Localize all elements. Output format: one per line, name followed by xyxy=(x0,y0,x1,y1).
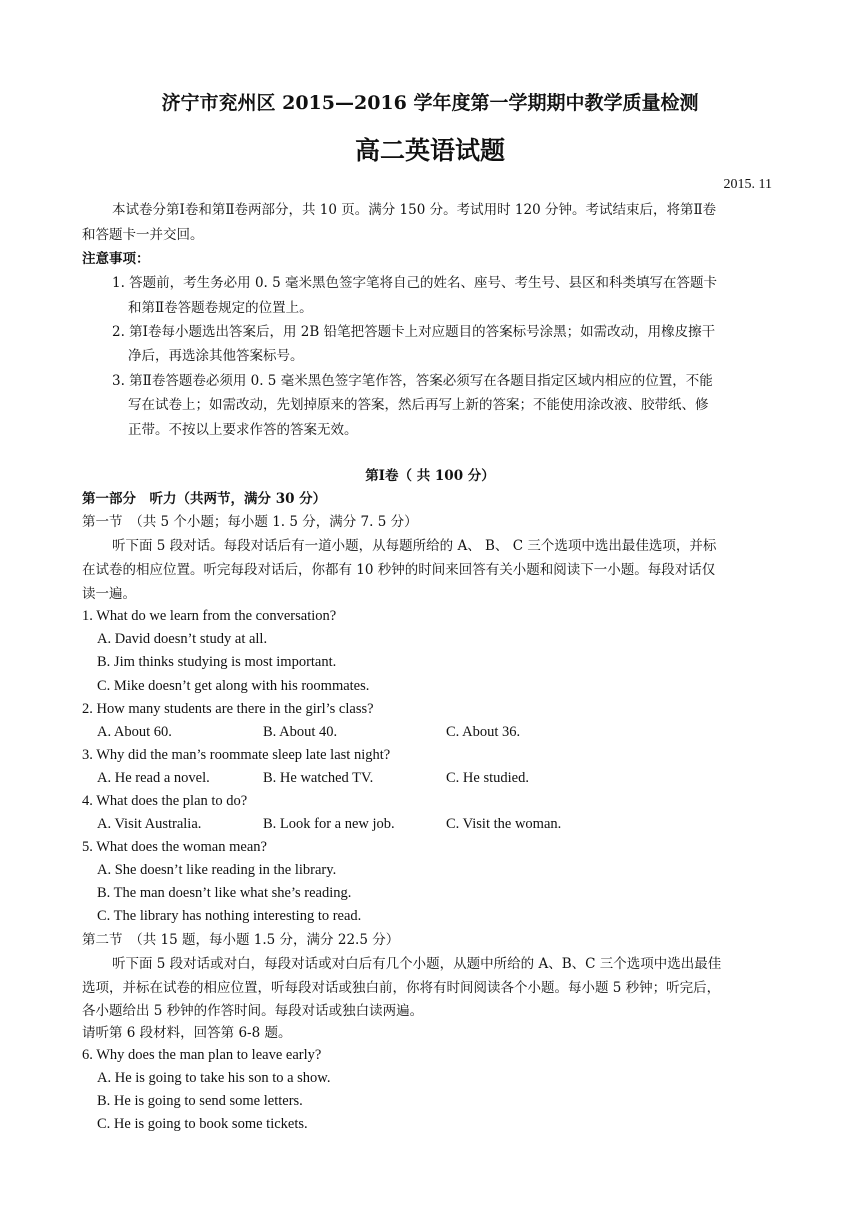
notice-item-1-cont: 和第Ⅱ卷答题卷规定的位置上。 xyxy=(128,300,313,316)
question-6-option-b: B. He is going to send some letters. xyxy=(97,1093,303,1109)
question-6: 6. Why does the man plan to leave early? xyxy=(82,1047,322,1063)
question-4: 4. What does the plan to do? xyxy=(82,793,248,809)
notice-item-2: 2. 第Ⅰ卷每小题选出答案后，用 2B 铅笔把答题卡上对应题目的答案标号涂黑；如需改动，用橡皮擦干 xyxy=(112,324,716,340)
intro-line-1: 本试卷分第Ⅰ卷和第Ⅱ卷两部分，共 10 页。满分 150 分。考试用时 120 分钟。考试结束后，将第Ⅱ卷 xyxy=(112,202,717,218)
section1-instruction-2: 在试卷的相应位置。听完每段对话后，你都有 10 秒钟的时间来回答有关小题和阅读下一小题。每段对话仅 xyxy=(82,562,716,578)
section1-instruction-3: 读一遍。 xyxy=(82,586,136,602)
question-4-option-b: B. Look for a new job. xyxy=(263,816,395,832)
section2-instruction-2: 选项，并标在试卷的相应位置，听每段对话或独白前，你将有时间阅读各个小题。每小题 5 秒钟；听完后， xyxy=(82,980,721,996)
question-1-option-b: B. Jim thinks studying is most important. xyxy=(97,654,337,670)
volume1-heading: 第Ⅰ卷（ 共 100 分） xyxy=(365,468,495,484)
question-2-option-c: C. About 36. xyxy=(446,724,521,740)
notice-item-3-cont: 写在试卷上；如需改动，先划掉原来的答案，然后再写上新的答案；不能使用涂改液、胶带纸、修 xyxy=(128,397,709,413)
material-6-prompt: 请听第 6 段材料，回答第 6-8 题。 xyxy=(82,1025,292,1041)
part1-heading: 第一部分 听力（共两节，满分 30 分） xyxy=(82,491,327,507)
question-5-option-b: B. The man doesn’t like what she’s reading. xyxy=(97,885,352,901)
question-2: 2. How many students are there in the girl’s class? xyxy=(82,701,374,717)
question-4-option-c: C. Visit the woman. xyxy=(446,816,562,832)
exam-subject-title: 高二英语试题 xyxy=(354,136,505,165)
question-4-option-a: A. Visit Australia. xyxy=(97,816,202,832)
section2-heading: 第二节 （共 15 题，每小题 1.5 分，满分 22.5 分） xyxy=(82,932,400,948)
question-5-option-a: A. She doesn’t like reading in the library. xyxy=(97,862,337,878)
question-1: 1. What do we learn from the conversation? xyxy=(82,608,337,624)
question-3-option-a: A. He read a novel. xyxy=(97,770,210,786)
question-3-option-c: C. He studied. xyxy=(446,770,529,786)
question-1-option-a: A. David doesn’t study at all. xyxy=(97,631,268,647)
notice-item-3: 3. 第Ⅱ卷答题卷必须用 0. 5 毫米黑色签字笔作答，答案必须写在各题目指定区域内相应的位置，不能 xyxy=(112,373,713,389)
question-6-option-a: A. He is going to take his son to a show. xyxy=(97,1070,331,1086)
notice-item-3-cont2: 正带。不按以上要求作答的答案无效。 xyxy=(128,422,358,438)
notice-heading: 注意事项： xyxy=(82,251,150,267)
question-5: 5. What does the woman mean? xyxy=(82,839,267,855)
question-1-option-c: C. Mike doesn’t get along with his roommates. xyxy=(97,678,370,694)
section1-heading: 第一节 （共 5 个小题；每小题 1. 5 分，满分 7. 5 分） xyxy=(82,514,418,530)
section2-instruction-1: 听下面 5 段对话或对白，每段对话或对白后有几个小题，从题中所给的 A、B、C 三个选项中选出最佳 xyxy=(112,956,722,972)
question-3: 3. Why did the man’s roommate sleep late last night? xyxy=(82,747,391,763)
question-6-option-c: C. He is going to book some tickets. xyxy=(97,1116,308,1132)
section1-instruction-1: 听下面 5 段对话。每段对话后有一道小题，从每题所给的 A、 B、 C 三个选项中选出最佳选项，并标 xyxy=(112,538,717,554)
section2-instruction-3: 各小题给出 5 秒钟的作答时间。每段对话或独白读两遍。 xyxy=(82,1003,424,1019)
exam-date: 2015. 11 xyxy=(723,177,772,192)
question-2-option-b: B. About 40. xyxy=(263,724,338,740)
question-3-option-b: B. He watched TV. xyxy=(263,770,374,786)
exam-title: 济宁市兖州区 2015—2016 学年度第一学期期中教学质量检测 xyxy=(161,92,699,114)
notice-item-2-cont: 净后，再选涂其他答案标号。 xyxy=(128,348,304,364)
question-2-option-a: A. About 60. xyxy=(97,724,172,740)
intro-line-2: 和答题卡一并交回。 xyxy=(82,227,204,243)
question-5-option-c: C. The library has nothing interesting to read. xyxy=(97,908,362,924)
notice-item-1: 1. 答题前，考生务必用 0. 5 毫米黑色签字笔将自己的姓名、座号、考生号、县区和科类填写在答题卡 xyxy=(112,275,718,291)
